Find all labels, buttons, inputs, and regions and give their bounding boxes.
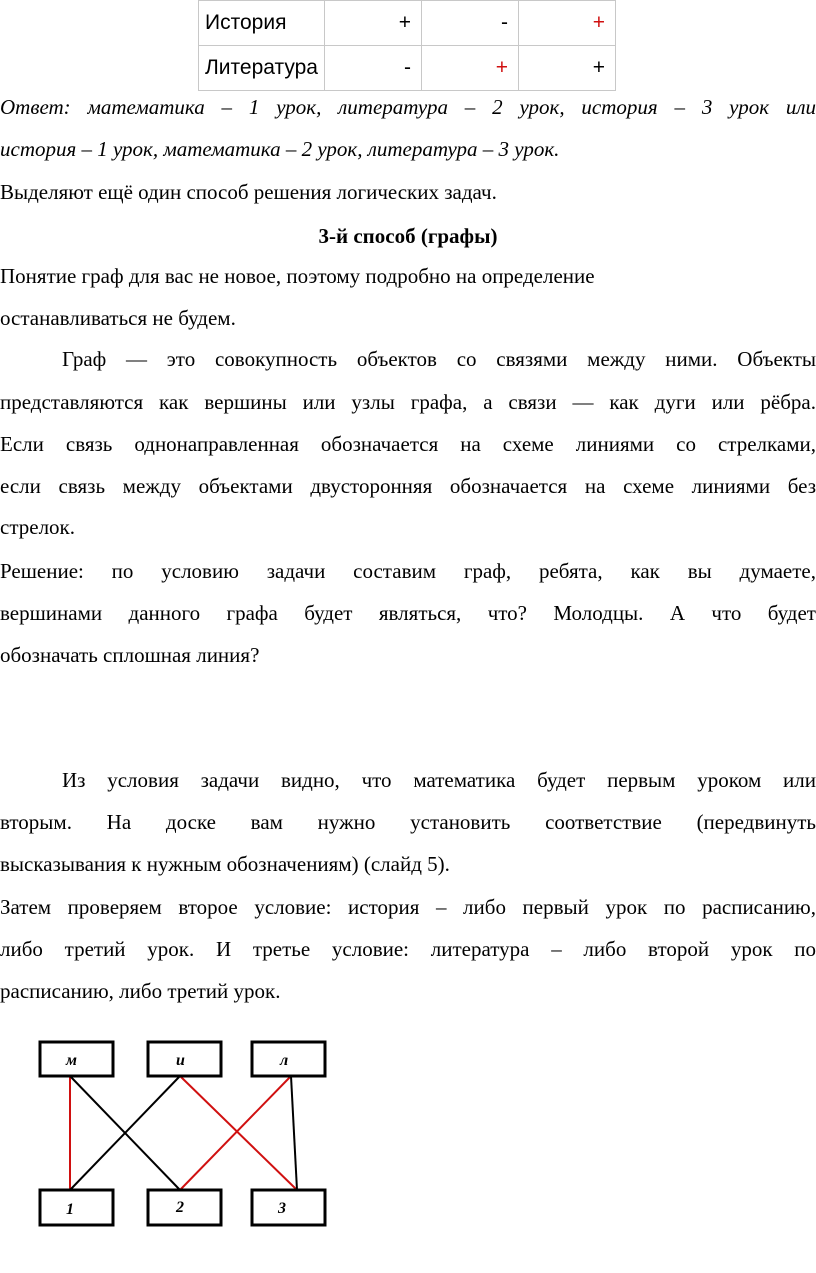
schedule-table xyxy=(198,0,616,91)
paragraph-line: либо третий урок. И третье условие: литература – либо второй урок по xyxy=(0,937,816,961)
paragraph-line: Граф — это совокупность объектов со связями между ними. Объекты xyxy=(62,347,816,371)
node-label: м xyxy=(66,1052,77,1069)
graph-node-1 xyxy=(40,1190,113,1225)
table-row xyxy=(199,46,616,91)
paragraph-line: Затем проверяем второе условие: история – либо первый урок по расписанию, xyxy=(0,895,816,919)
lesson-graph xyxy=(30,1030,350,1240)
node-label: 2 xyxy=(176,1199,184,1216)
paragraph-line: Если связь однонаправленная обозначается на схеме линиями со стрелками, xyxy=(0,432,816,456)
paragraph-line: останавливаться не будем. xyxy=(0,306,236,330)
graph-node-l xyxy=(252,1042,325,1076)
paragraph-line: Выделяют ещё один способ решения логических задач. xyxy=(0,180,497,204)
paragraph-line: вторым. На доске вам нужно установить соответствие (передвинуть xyxy=(0,810,816,834)
paragraph-line: Решение: по условию задачи составим граф, ребята, как вы думаете, xyxy=(0,559,816,583)
paragraph-line: вершинами данного графа будет являться, что? Молодцы. А что будет xyxy=(0,601,816,625)
node-label: 1 xyxy=(66,1201,74,1218)
paragraph-line: обозначать сплошная линия? xyxy=(0,643,260,667)
table-cell-mark: + xyxy=(518,46,615,91)
answer-line: история – 1 урок, математика – 2 урок, литература – 3 урок. xyxy=(0,137,560,161)
node-label: и xyxy=(176,1052,185,1069)
graph-node-2 xyxy=(148,1190,221,1225)
table-cell-subject: Литература xyxy=(199,46,325,91)
graph-node-m xyxy=(40,1042,113,1076)
paragraph-line: представляются как вершины или узлы графа, а связи — как дуги или рёбра. xyxy=(0,390,816,414)
graph-edges xyxy=(70,1076,297,1190)
graph-node-i xyxy=(148,1042,221,1076)
table-cell-mark: + xyxy=(324,1,421,46)
node-label: 3 xyxy=(278,1200,286,1217)
paragraph-line: если связь между объектами двусторонняя обозначается на схеме линиями без xyxy=(0,474,816,498)
table-cell-mark: + xyxy=(421,46,518,91)
section-heading: 3-й способ (графы) xyxy=(318,224,498,248)
paragraph-line: расписанию, либо третий урок. xyxy=(0,979,281,1003)
node-label: л xyxy=(280,1052,289,1069)
table-row xyxy=(199,1,616,46)
paragraph-line: Понятие граф для вас не новое, поэтому подробно на определение xyxy=(0,264,595,288)
table-cell-subject: История xyxy=(199,1,325,46)
graph-node-3 xyxy=(252,1190,325,1225)
paragraph-line: Из условия задачи видно, что математика будет первым уроком или xyxy=(62,768,816,792)
table-cell-mark: + xyxy=(518,1,615,46)
graph-edge xyxy=(291,1076,297,1190)
paragraph-line: высказывания к нужным обозначениям) (слайд 5). xyxy=(0,852,450,876)
table-cell-mark: - xyxy=(421,1,518,46)
answer-line: Ответ: математика – 1 урок, литература – 2 урок, история – 3 урок или xyxy=(0,95,816,119)
table-cell-mark: - xyxy=(324,46,421,91)
paragraph-line: стрелок. xyxy=(0,515,76,539)
